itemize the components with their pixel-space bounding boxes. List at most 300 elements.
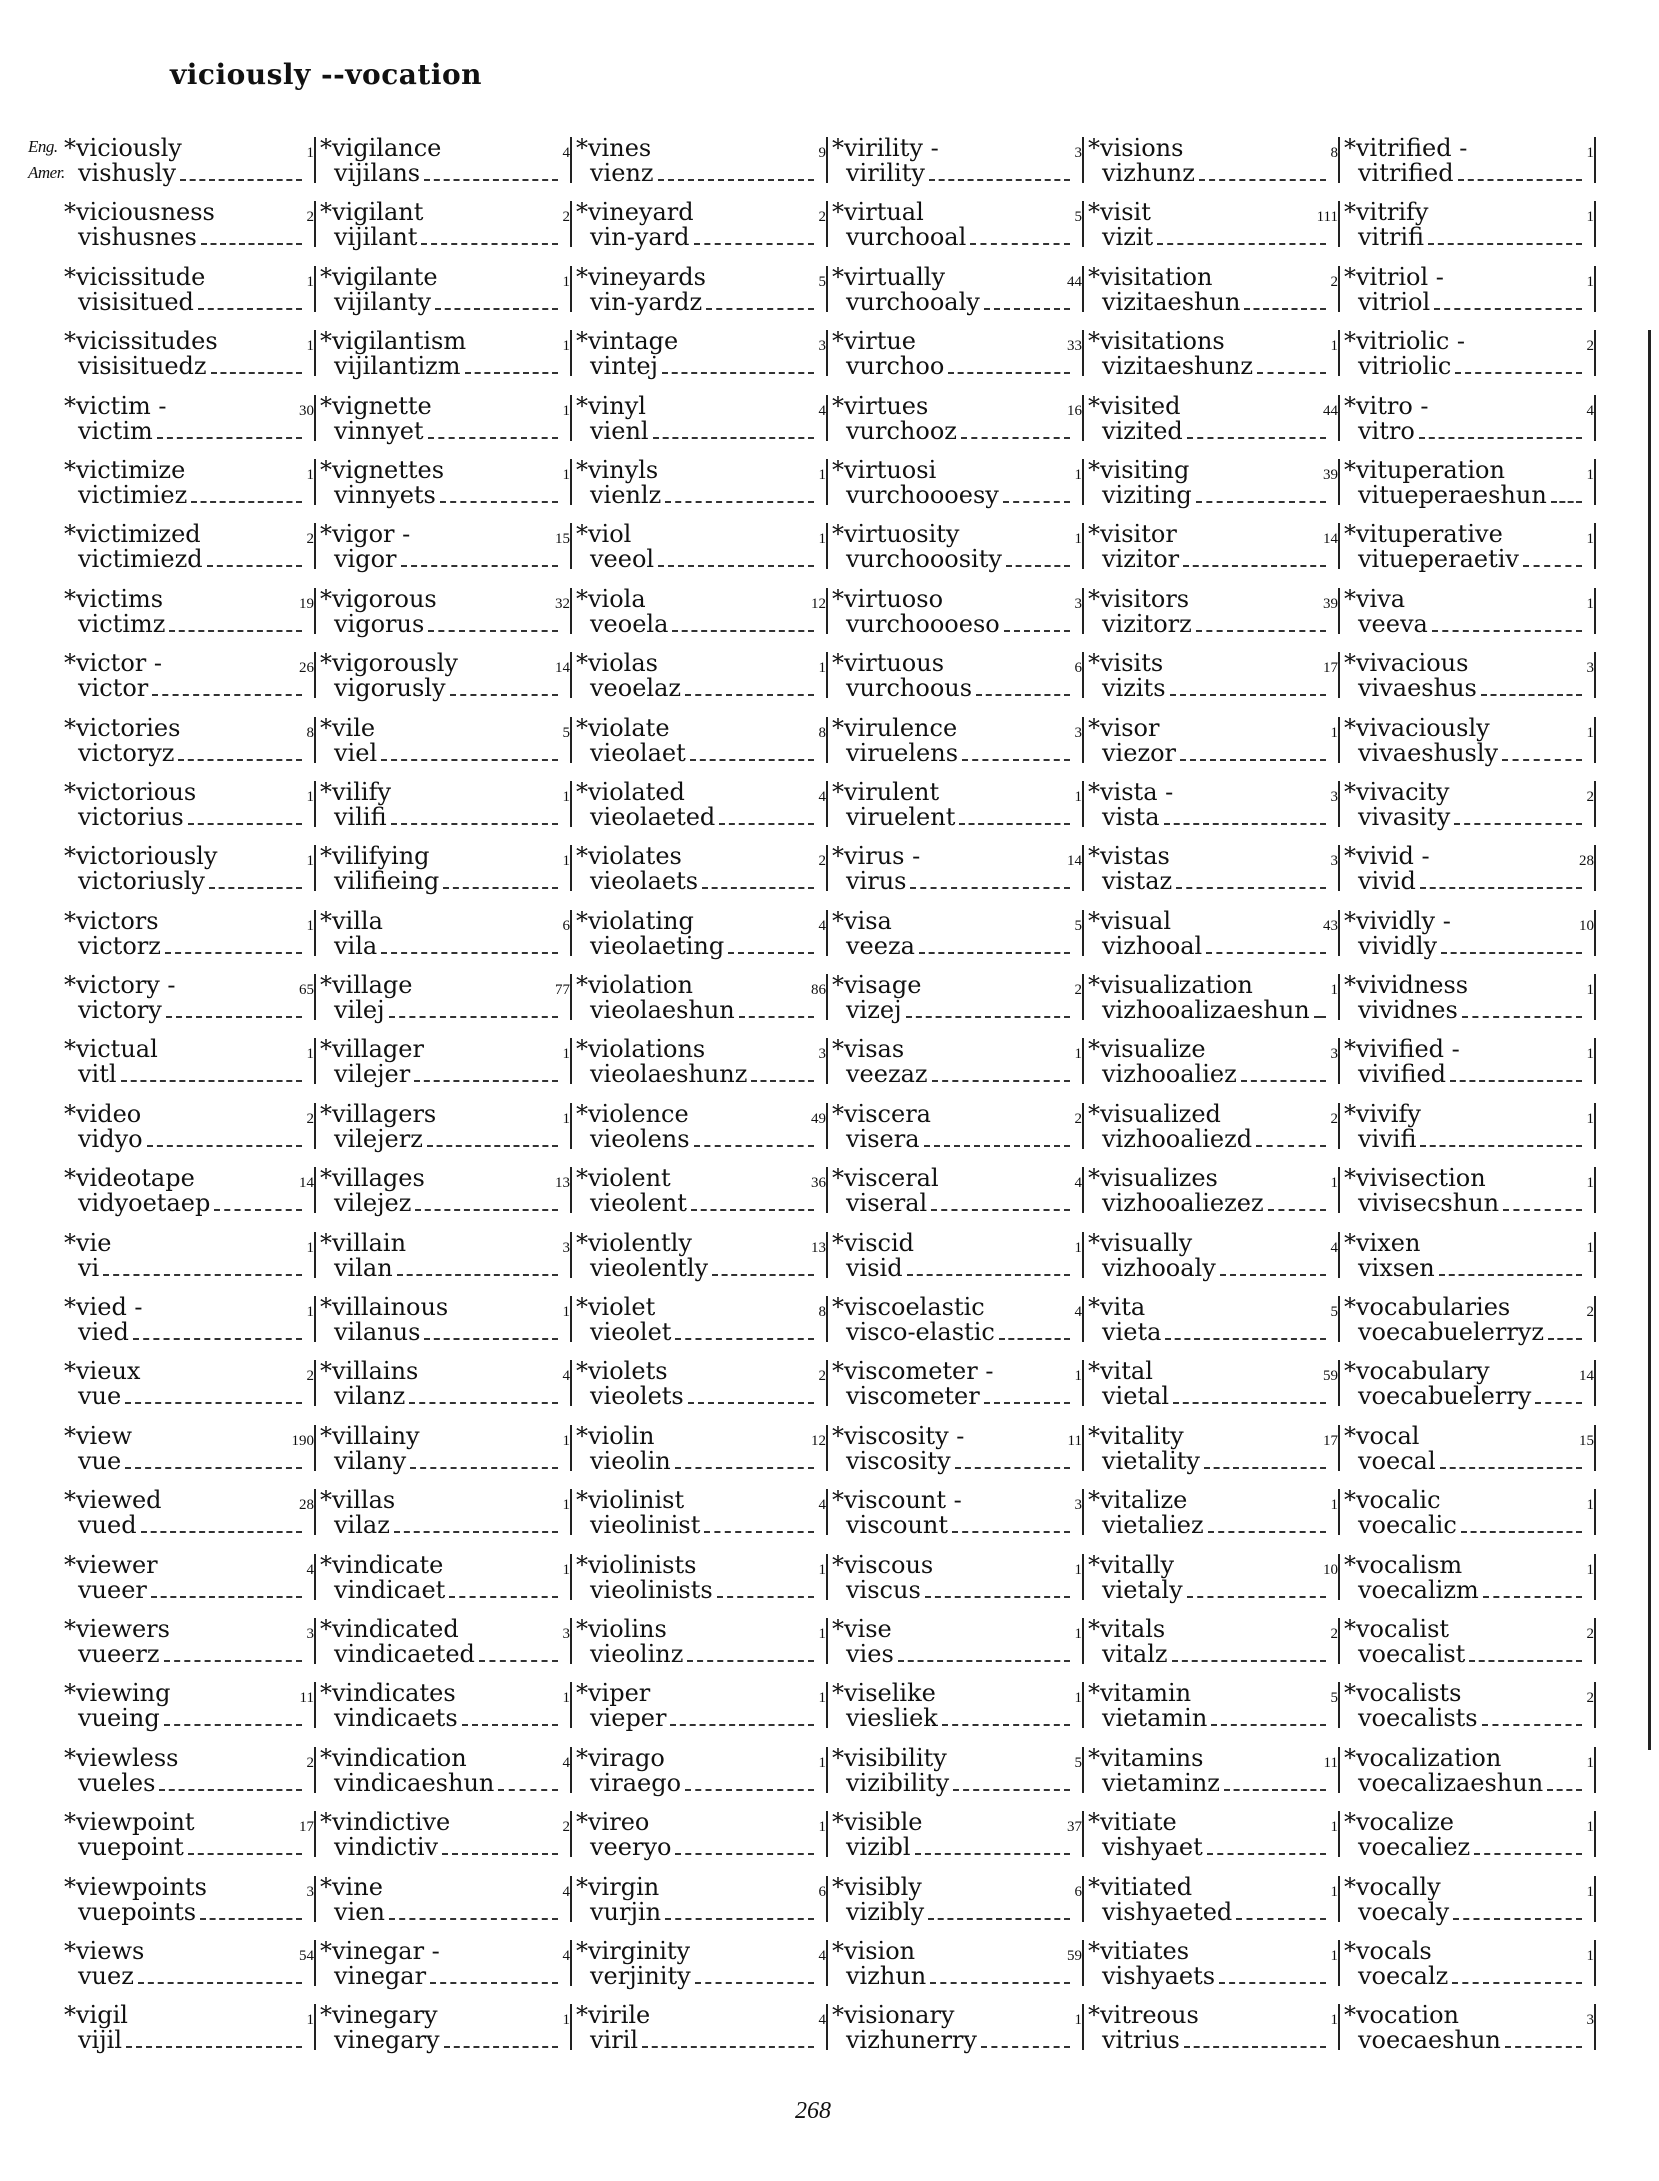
entry-phonetic — [334, 997, 560, 1023]
word-text: vital — [1100, 1357, 1153, 1386]
word-entry — [828, 713, 1084, 777]
leader-dashes — [1206, 952, 1326, 954]
phonetic-text: veeza — [846, 931, 915, 960]
leader-dashes — [1004, 630, 1070, 632]
leader-dashes — [739, 1016, 814, 1018]
word-entry — [60, 1550, 316, 1614]
asterisk-mark: * — [1344, 906, 1356, 935]
word-entry — [1084, 1228, 1340, 1292]
leader-dashes — [685, 694, 814, 696]
leader-dashes — [1547, 1789, 1582, 1791]
entry-count: 1 — [1330, 2012, 1338, 2029]
entry-phonetic — [1358, 418, 1584, 444]
entry-count: 3 — [1074, 595, 1082, 612]
entry-phonetic — [846, 482, 1072, 508]
entry-word — [1344, 393, 1429, 419]
word-entry — [316, 1936, 572, 2000]
word-text: visualization — [1100, 971, 1253, 1000]
leader-dashes — [1164, 823, 1326, 825]
entry-count: 12 — [811, 1432, 826, 1449]
english-label: Eng. — [28, 137, 58, 156]
leader-dashes — [1180, 759, 1326, 761]
word-entry — [828, 1034, 1084, 1098]
word-entry — [316, 1034, 572, 1098]
entry-phonetic — [846, 1899, 1072, 1925]
asterisk-mark: * — [832, 1872, 844, 1901]
entry-phonetic — [78, 1512, 304, 1538]
entry-word — [1088, 1809, 1177, 1835]
column-divider — [1594, 330, 1596, 376]
entry-count: 2 — [1586, 1690, 1594, 1707]
leader-dashes — [1006, 565, 1070, 567]
word-entry — [60, 1292, 316, 1356]
phonetic-text: vista — [1102, 802, 1160, 831]
word-text: vine — [332, 1872, 383, 1901]
word-entry — [1084, 1678, 1340, 1742]
entry-phonetic — [1102, 868, 1328, 894]
asterisk-mark: * — [320, 777, 332, 806]
entry-phonetic — [1358, 611, 1584, 637]
word-entry — [1084, 1550, 1340, 1614]
entry-word — [64, 457, 185, 483]
entry-phonetic — [1358, 1126, 1584, 1152]
asterisk-mark: * — [576, 1550, 588, 1579]
leader-dashes — [672, 630, 814, 632]
column-divider — [1594, 1038, 1596, 1084]
entry-phonetic — [1102, 289, 1328, 315]
word-entry — [1340, 1678, 1596, 1742]
leader-dashes — [665, 501, 814, 503]
word-text: viewpoint — [76, 1808, 195, 1837]
entry-phonetic — [78, 933, 304, 959]
entry-word — [1344, 972, 1468, 998]
word-text: villas — [332, 1486, 396, 1515]
phonetic-text: vividly — [1358, 931, 1438, 960]
entry-count: 5 — [1074, 917, 1082, 934]
word-entry — [60, 970, 316, 1034]
entry-phonetic — [1358, 1061, 1584, 1087]
entry-count: 1 — [306, 1304, 314, 1321]
word-entry — [60, 519, 316, 583]
entry-count: 43 — [1323, 917, 1338, 934]
asterisk-mark: * — [64, 1679, 76, 1708]
leader-dashes — [1420, 887, 1582, 889]
leader-dashes — [702, 887, 814, 889]
word-entry — [316, 2000, 572, 2064]
asterisk-mark: * — [64, 262, 76, 291]
entry-word — [320, 1874, 383, 1900]
word-text: virility - — [844, 134, 939, 162]
leader-dashes — [942, 1724, 1070, 1726]
entry-word — [1088, 393, 1180, 419]
leader-dashes — [984, 1402, 1070, 1404]
entry-phonetic — [334, 1383, 560, 1409]
entry-word — [832, 264, 945, 290]
entry-word — [832, 972, 921, 998]
entry-count: 1 — [818, 1690, 826, 1707]
entry-phonetic — [78, 2027, 304, 2053]
leader-dashes — [165, 952, 302, 954]
entry-count: 1 — [1586, 1819, 1594, 1836]
entry-phonetic — [590, 353, 816, 379]
entry-phonetic — [846, 1770, 1072, 1796]
entry-count: 3 — [306, 1883, 314, 1900]
entry-phonetic — [1358, 1770, 1584, 1796]
phonetic-text: vieolinz — [590, 1639, 684, 1668]
word-text: visibly — [844, 1872, 922, 1901]
entry-word — [1344, 1165, 1486, 1191]
word-text: vilifying — [332, 842, 430, 871]
word-text: vieux — [76, 1357, 141, 1386]
entry-phonetic — [846, 1963, 1072, 1989]
entry-word — [320, 650, 458, 676]
asterisk-mark: * — [320, 842, 332, 871]
phonetic-text: veeol — [590, 545, 655, 574]
word-text: vitro - — [1356, 391, 1429, 420]
word-text: vocabularies — [1356, 1293, 1511, 1322]
word-entry — [1084, 2000, 1340, 2064]
entry-word — [1088, 1680, 1191, 1706]
entry-phonetic — [78, 804, 304, 830]
column-divider — [1594, 523, 1596, 569]
entry-word — [576, 1101, 689, 1127]
entry-count: 1 — [306, 788, 314, 805]
entry-word — [1088, 1358, 1153, 1384]
entry-count: 3 — [818, 1046, 826, 1063]
leader-dashes — [675, 1338, 814, 1340]
phonetic-text: vuez — [78, 1961, 134, 1990]
entry-word — [832, 1423, 964, 1449]
word-text: vocabulary — [1356, 1357, 1490, 1386]
word-entry — [1340, 197, 1596, 261]
word-entry — [60, 391, 316, 455]
entry-phonetic — [1358, 740, 1584, 766]
asterisk-mark: * — [832, 1614, 844, 1643]
word-text: virtuoso — [844, 584, 944, 613]
phonetic-text: vindicaeted — [334, 1639, 475, 1668]
leader-dashes — [151, 1596, 302, 1598]
leader-dashes — [981, 2046, 1070, 2048]
leader-dashes — [1003, 501, 1070, 503]
word-text: visualizes — [1100, 1164, 1218, 1193]
entry-phonetic — [334, 1834, 560, 1860]
phonetic-text: vishyaets — [1102, 1961, 1216, 1990]
word-text: vocation — [1356, 2001, 1459, 2030]
word-entry — [316, 841, 572, 905]
phonetic-text: vitrifi — [1358, 223, 1425, 252]
word-entry — [316, 197, 572, 261]
asterisk-mark: * — [576, 649, 588, 678]
leader-dashes — [932, 1080, 1070, 1082]
word-text: vise — [844, 1614, 892, 1643]
word-text: virus - — [844, 842, 921, 871]
leader-dashes — [465, 372, 558, 374]
leader-dashes — [1157, 243, 1326, 245]
leader-dashes — [103, 1274, 302, 1276]
entry-count: 13 — [555, 1175, 570, 1192]
phonetic-text: vividnes — [1358, 996, 1458, 1025]
word-entry — [1340, 1614, 1596, 1678]
phonetic-text: vizhooaly — [1102, 1253, 1216, 1282]
asterisk-mark: * — [64, 842, 76, 871]
entry-count: 49 — [811, 1110, 826, 1127]
entry-phonetic — [846, 353, 1072, 379]
entry-word — [1088, 1874, 1192, 1900]
phonetic-text: vietality — [1102, 1446, 1200, 1475]
leader-dashes — [925, 1596, 1070, 1598]
leader-dashes — [704, 1531, 814, 1533]
leader-dashes — [952, 1531, 1070, 1533]
word-text: vocalize — [1356, 1808, 1454, 1837]
word-entry — [1084, 1292, 1340, 1356]
word-text: victories — [76, 713, 181, 742]
entry-phonetic — [1102, 160, 1328, 186]
entry-phonetic — [1102, 1834, 1328, 1860]
asterisk-mark: * — [64, 134, 76, 162]
word-entry — [828, 455, 1084, 519]
asterisk-mark: * — [832, 1421, 844, 1450]
entry-word — [576, 2002, 650, 2028]
entry-phonetic — [590, 1963, 816, 1989]
phonetic-text: vurchoooeso — [846, 609, 1000, 638]
word-entry — [572, 841, 828, 905]
entry-count: 1 — [1074, 1368, 1082, 1385]
column-divider — [1594, 1360, 1596, 1406]
entry-count: 5 — [1074, 209, 1082, 226]
entry-phonetic — [334, 611, 560, 637]
entry-word — [576, 1809, 649, 1835]
entry-count: 1 — [1330, 1175, 1338, 1192]
entry-count: 1 — [1586, 1175, 1594, 1192]
asterisk-mark: * — [320, 971, 332, 1000]
word-text: vilify — [332, 777, 392, 806]
entry-word — [832, 328, 916, 354]
word-text: violets — [588, 1357, 668, 1386]
leader-dashes — [178, 759, 302, 761]
entry-word — [832, 715, 957, 741]
word-entry — [316, 1550, 572, 1614]
phonetic-text: vieolets — [590, 1382, 684, 1411]
entry-phonetic — [78, 1770, 304, 1796]
phonetic-text: vistaz — [1102, 867, 1173, 896]
word-text: viciousness — [76, 198, 215, 227]
leader-dashes — [1548, 1338, 1582, 1340]
leader-dashes — [188, 1853, 302, 1855]
asterisk-mark: * — [832, 1679, 844, 1708]
word-text: vitamins — [1100, 1743, 1204, 1772]
entry-count: 1 — [1074, 1046, 1082, 1063]
asterisk-mark: * — [1088, 1679, 1100, 1708]
entry-word — [832, 1680, 936, 1706]
word-entry — [60, 1807, 316, 1871]
phonetic-text: voecalizaeshun — [1358, 1768, 1544, 1797]
entry-phonetic — [1358, 1963, 1584, 1989]
entry-word — [320, 779, 391, 805]
asterisk-mark: * — [320, 906, 332, 935]
word-text: vines — [588, 134, 652, 162]
phonetic-text: vizit — [1102, 223, 1154, 252]
word-text: villager — [332, 1035, 424, 1064]
word-entry — [572, 1872, 828, 1936]
entry-phonetic — [78, 1834, 304, 1860]
leader-dashes — [169, 630, 302, 632]
entry-count: 1 — [1586, 595, 1594, 612]
leader-dashes — [409, 1402, 558, 1404]
leader-dashes — [157, 437, 302, 439]
entry-phonetic — [1102, 2027, 1328, 2053]
phonetic-text: vivaeshusly — [1358, 738, 1499, 767]
asterisk-mark: * — [1344, 1743, 1356, 1772]
leader-dashes — [1483, 1596, 1582, 1598]
entry-word — [1088, 1294, 1145, 1320]
phonetic-text: vivifi — [1358, 1124, 1417, 1153]
phonetic-text: vivid — [1358, 867, 1416, 896]
leader-dashes — [389, 1016, 558, 1018]
entry-count: 2 — [306, 1110, 314, 1127]
word-text: victor - — [76, 649, 162, 678]
phonetic-text: vurchoooesy — [846, 480, 999, 509]
leader-dashes — [207, 565, 302, 567]
word-text: viper — [588, 1679, 651, 1708]
entry-count: 1 — [1586, 145, 1594, 161]
phonetic-text: voecaly — [1358, 1897, 1450, 1926]
word-entry — [572, 648, 828, 712]
entry-word — [1344, 1101, 1421, 1127]
leader-dashes — [440, 501, 558, 503]
asterisk-mark: * — [832, 971, 844, 1000]
leader-dashes — [931, 1209, 1070, 1211]
phonetic-text: vizhooalizaeshun — [1102, 996, 1310, 1025]
entry-word — [832, 1165, 939, 1191]
asterisk-mark: * — [1088, 777, 1100, 806]
asterisk-mark: * — [320, 1293, 332, 1322]
entry-count: 1 — [562, 273, 570, 290]
entry-word — [1344, 1616, 1449, 1642]
entry-phonetic — [1102, 1899, 1328, 1925]
word-entry — [1340, 713, 1596, 777]
entry-word — [320, 1101, 436, 1127]
asterisk-mark: * — [576, 777, 588, 806]
phonetic-text: vieolaeting — [590, 931, 725, 960]
word-entry — [828, 1356, 1084, 1420]
word-entry — [1084, 906, 1340, 970]
phonetic-text: vurchooosity — [846, 545, 1002, 574]
phonetic-text: vizited — [1102, 416, 1183, 445]
word-text: virtue — [844, 327, 917, 356]
entry-phonetic — [334, 2027, 560, 2053]
word-entry — [316, 1163, 572, 1227]
leader-dashes — [675, 1853, 814, 1855]
word-text: viewless — [76, 1743, 179, 1772]
entry-count: 1 — [562, 1110, 570, 1127]
asterisk-mark: * — [832, 777, 844, 806]
entry-word — [320, 908, 383, 934]
entry-count: 1 — [562, 466, 570, 483]
entry-word — [320, 264, 438, 290]
phonetic-text: vilejer — [334, 1060, 411, 1089]
phonetic-text: vilifieing — [334, 867, 440, 896]
word-text: violet — [588, 1293, 656, 1322]
word-text: vicissitudes — [76, 327, 218, 356]
entry-phonetic — [590, 1705, 816, 1731]
entry-phonetic — [78, 289, 304, 315]
entry-word — [1344, 1809, 1454, 1835]
asterisk-mark: * — [320, 1679, 332, 1708]
asterisk-mark: * — [64, 2001, 76, 2030]
word-text: vocally — [1356, 1872, 1441, 1901]
entry-word — [64, 843, 217, 869]
entry-count: 1 — [1330, 1883, 1338, 1900]
phonetic-text: viruelent — [846, 802, 956, 831]
phonetic-text: vizibly — [846, 1897, 925, 1926]
entry-word — [1088, 715, 1159, 741]
entry-phonetic — [590, 1834, 816, 1860]
entry-phonetic — [334, 675, 560, 701]
leader-dashes — [999, 1338, 1070, 1340]
asterisk-mark: * — [320, 455, 332, 484]
entry-phonetic — [1358, 868, 1584, 894]
phonetic-text: vivasity — [1358, 802, 1451, 831]
column-divider — [1594, 845, 1596, 891]
entry-word — [1344, 1487, 1441, 1513]
word-text: victim - — [76, 391, 167, 420]
asterisk-mark: * — [832, 1293, 844, 1322]
word-entry — [60, 713, 316, 777]
word-entry — [60, 2000, 316, 2064]
phonetic-text: victim — [78, 416, 153, 445]
asterisk-mark: * — [1088, 1421, 1100, 1450]
word-text: violates — [588, 842, 682, 871]
leader-dashes — [929, 179, 1070, 181]
entry-phonetic — [590, 933, 816, 959]
entry-phonetic — [1102, 1705, 1328, 1731]
word-text: virtuous — [844, 649, 945, 678]
word-entry — [1340, 133, 1596, 197]
entry-count: 2 — [1586, 338, 1594, 355]
word-entry — [316, 1356, 572, 1420]
entry-count: 1 — [306, 338, 314, 355]
asterisk-mark: * — [576, 1164, 588, 1193]
asterisk-mark: * — [320, 1421, 332, 1450]
word-entry — [60, 1163, 316, 1227]
asterisk-mark: * — [832, 842, 844, 871]
entry-phonetic — [78, 418, 304, 444]
entry-count: 59 — [1323, 1368, 1338, 1385]
word-entry — [60, 1099, 316, 1163]
word-text: vocalization — [1356, 1743, 1502, 1772]
entry-phonetic — [1358, 482, 1584, 508]
leader-dashes — [435, 308, 558, 310]
entry-count: 17 — [1323, 660, 1338, 677]
asterisk-mark: * — [1088, 198, 1100, 227]
word-text: vitals — [1100, 1614, 1166, 1643]
leader-dashes — [1224, 1789, 1326, 1791]
phonetic-text: viezor — [1102, 738, 1177, 767]
phonetic-text: vietal — [1102, 1382, 1170, 1411]
entry-phonetic — [846, 289, 1072, 315]
entry-phonetic — [590, 1061, 816, 1087]
phonetic-text: vindictiv — [334, 1833, 439, 1862]
phonetic-text: vilaz — [334, 1511, 390, 1540]
leader-dashes — [428, 630, 558, 632]
column-divider — [1594, 1811, 1596, 1857]
asterisk-mark: * — [320, 1936, 332, 1965]
phonetic-text: victimiez — [78, 480, 188, 509]
leader-dashes — [1482, 1724, 1582, 1726]
leader-dashes — [1236, 1918, 1326, 1920]
asterisk-mark: * — [832, 327, 844, 356]
asterisk-mark: * — [832, 1808, 844, 1837]
